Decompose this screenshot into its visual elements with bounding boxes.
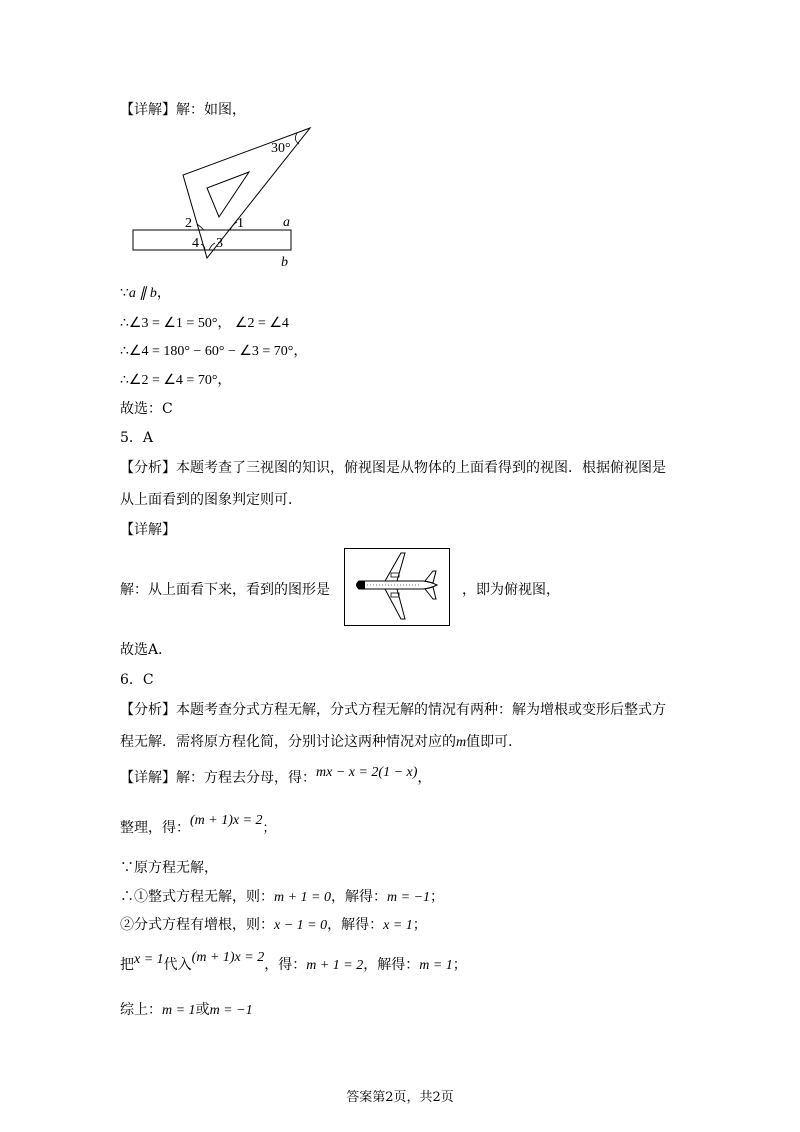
punct: ， — [417, 770, 432, 786]
label-b: b — [281, 255, 288, 270]
q5-number: 5．A — [120, 430, 154, 446]
therefore-symbol: ∴ — [120, 343, 129, 359]
punct: ， — [156, 285, 171, 301]
summary-text: 或 — [195, 1002, 210, 1018]
airplane-icon — [345, 549, 449, 625]
math-eq: mx − x = 2(1 − x) — [316, 765, 418, 780]
q6-analysis-line2 — [120, 732, 522, 753]
math-eq: m = −1 — [209, 1003, 253, 1018]
label-30: 30° — [271, 141, 291, 156]
q6-case1 — [120, 887, 444, 908]
triangle-ruler-figure — [125, 120, 315, 270]
q4-detail-intro: 【详解】解：如图， — [120, 102, 246, 118]
punct: ， — [293, 343, 308, 359]
math-eq: m = 1 — [162, 1003, 196, 1018]
analysis-text: 值即可． — [466, 734, 523, 750]
q6-no-solution: ∵原方程无解， — [120, 860, 218, 876]
punct: ； — [412, 917, 427, 933]
q6-number: 6．C — [120, 672, 154, 688]
therefore-symbol: ∴ — [120, 372, 129, 388]
q5-solution-before: 解：从上面看下来，看到的图形是 — [120, 582, 330, 598]
label-1: 1 — [237, 216, 244, 231]
q6-organize — [120, 813, 276, 839]
ruler-strip — [133, 230, 291, 250]
math-eq: m = 1 — [419, 958, 453, 973]
q4-step-3 — [120, 341, 307, 362]
math-eq: (m + 1)x = 2 — [191, 950, 265, 965]
punct: ； — [452, 957, 467, 973]
summary-text: 综上： — [120, 1002, 162, 1018]
math-eq: (m + 1)x = 2 — [190, 813, 263, 828]
angle-1-arc — [230, 222, 237, 230]
label-4: 4 — [192, 236, 199, 251]
airplane-top-view-figure — [344, 548, 450, 626]
math-var-m: m — [456, 735, 467, 750]
set-square-inner — [207, 172, 249, 217]
q4-step-2 — [120, 313, 289, 334]
q6-summary — [120, 1000, 253, 1021]
math-eq: m = −1 — [387, 890, 431, 905]
q5-answer: 故选A． — [120, 642, 173, 658]
math-eq: m + 1 = 0 — [274, 890, 332, 905]
q5-analysis-line1: 【分析】本题考查了三视图的知识，俯视图是从物体的上面看得到的视图．根据俯视图是 — [120, 460, 666, 476]
sub-text: 代入 — [163, 957, 192, 973]
case-text: ，解得： — [331, 889, 388, 905]
math-expr: ∠3 = ∠1 = 50°， ∠2 = ∠4 — [128, 316, 289, 331]
math-eq: x = 1 — [134, 952, 164, 967]
q5-detail-label: 【详解】 — [120, 522, 176, 538]
math-eq: x − 1 = 0 — [274, 918, 328, 933]
case-text: ，解得： — [327, 917, 384, 933]
q6-detail — [120, 765, 432, 789]
sub-text: ，解得： — [363, 957, 420, 973]
case-text: ∴①整式方程无解，则： — [120, 889, 274, 905]
q5-analysis-line2: 从上面看到的图象判定则可． — [120, 492, 302, 508]
sub-text: ，得： — [264, 957, 307, 973]
case-text: ②分式方程有增根，则： — [120, 917, 274, 933]
label-2: 2 — [185, 216, 192, 231]
punct: ； — [262, 821, 276, 836]
q5-solution-after: ，即为俯视图， — [462, 582, 560, 598]
organize-text: 整理，得： — [120, 820, 190, 836]
label-a: a — [283, 215, 290, 230]
sub-text: 把 — [120, 957, 134, 973]
math-eq: m + 1 = 2 — [306, 958, 364, 973]
q6-case2 — [120, 915, 427, 936]
q4-step-1 — [120, 283, 171, 304]
math-expr: ∠4 = 180° − 60° − ∠3 = 70° — [128, 344, 294, 359]
q4-answer: 故选：C — [120, 401, 173, 417]
punct: ， — [217, 372, 232, 388]
math-expr: a ∥ b — [128, 286, 157, 301]
analysis-text: 程无解．需将原方程化简，分别讨论这两种情况对应的 — [120, 734, 456, 750]
label-3: 3 — [216, 236, 223, 251]
therefore-symbol: ∴ — [120, 315, 129, 331]
math-eq: x = 1 — [383, 918, 413, 933]
q6-substitute — [120, 950, 467, 976]
page-footer: 答案第2页，共2页 — [346, 1090, 454, 1105]
therefore-because-symbol: ∵ — [120, 285, 129, 301]
punct: ； — [430, 889, 445, 905]
q4-step-4 — [120, 370, 231, 391]
math-expr: ∠2 = ∠4 = 70° — [128, 373, 218, 388]
q6-analysis-line1: 【分析】本题考查分式方程无解，分式方程无解的情况有两种：解为增根或变形后整式方 — [120, 702, 666, 718]
detail-text: 【详解】解：方程去分母，得： — [120, 770, 316, 786]
